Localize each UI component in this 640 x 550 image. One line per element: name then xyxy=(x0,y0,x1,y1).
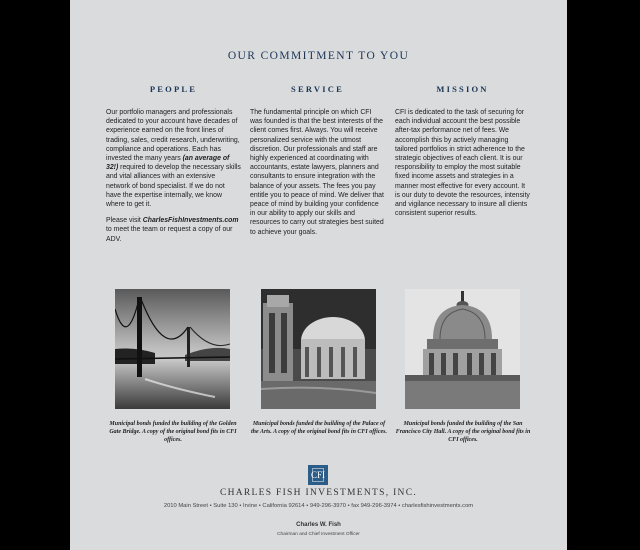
people-paragraph: Our portfolio managers and professionals dedicated to your account have decades of experience earned on the front lines of trading, sales, credit research, underwriting, compliance and operations. Each has invested the many years (an average of 32!) required to develop the necessary skills and vital alliances with an extensive network of bond specialist. If we do not have the expertise internally, we know where to get it. xyxy=(106,109,241,209)
signer-title: Chairman and Chief Investment Officer xyxy=(277,532,360,537)
page-title: OUR COMMITMENT TO YOU xyxy=(227,50,410,62)
photo-caption: Municipal bonds funded the building of the Golden Gate Bridge. A copy of the original bond fits in CFI offices. xyxy=(109,421,237,443)
photo-caption: Municipal bonds funded the building of the Palace of the Arts. A copy of the original bond fits in CFI offices. xyxy=(251,421,387,435)
palace-of-fine-arts-photo xyxy=(261,289,376,409)
photo-caption: Municipal bonds funded the building of the San Francisco City Hall. A copy of the original bond fits in CFI offices. xyxy=(395,421,531,443)
column-title: MISSION xyxy=(436,84,489,94)
column-body xyxy=(250,108,385,237)
website-link[interactable]: CharlesFishInvestments.com xyxy=(142,217,239,225)
firm-address: 2010 Main Street • Suite 130 • Irvine • California 92614 • 949-296-3970 • fax 949-296-3974 • charlesfishinvestments.com xyxy=(163,503,474,509)
service-paragraph: The fundamental principle on which CFI was founded is that the best interests of the client comes first. Always. You will receive personalized service with the utmost discretion. Our professionals and staff are highly experienced at coordinating with accountants, estate lawyers, planners and consultants to ensure integration with the balance of your assets. The fees you pay entitle you to peace of mind. We deliver that peace of mind by building your confidence in our ability to apply our skills and resources to carry out strategies best suited to achieve your goals. xyxy=(250,109,384,236)
signer-name: Charles W. Fish xyxy=(296,522,341,528)
brochure-page xyxy=(70,0,567,550)
cfi-logo: CFI xyxy=(308,465,328,485)
column-title: PEOPLE xyxy=(149,84,198,94)
column-service xyxy=(250,84,385,244)
people-visit-paragraph: Please visit CharlesFishInvestments.com to meet the team or request a copy of our ADV. xyxy=(106,217,239,243)
san-francisco-city-hall-photo xyxy=(405,289,520,409)
golden-gate-bridge-photo xyxy=(115,289,230,409)
column-people xyxy=(106,84,241,251)
mission-paragraph: CFI is dedicated to the task of securing for each individual account the best possible after-tax performance net of fees. We accomplish this by actively managing tailored portfolios in strict adherence to the strategic objectives of each client. It is our responsibility to employ the most suitable fixed income assets and strategies in a manner most effective for every account. It is our duty to devote the resources, intensity and vigilance necessary to insure all clients consistent superior results. xyxy=(395,109,530,218)
column-body xyxy=(395,108,530,218)
column-mission xyxy=(395,84,530,225)
column-title: SERVICE xyxy=(291,84,344,94)
firm-name: CHARLES FISH INVESTMENTS, INC. xyxy=(219,488,418,498)
column-body xyxy=(106,108,241,244)
